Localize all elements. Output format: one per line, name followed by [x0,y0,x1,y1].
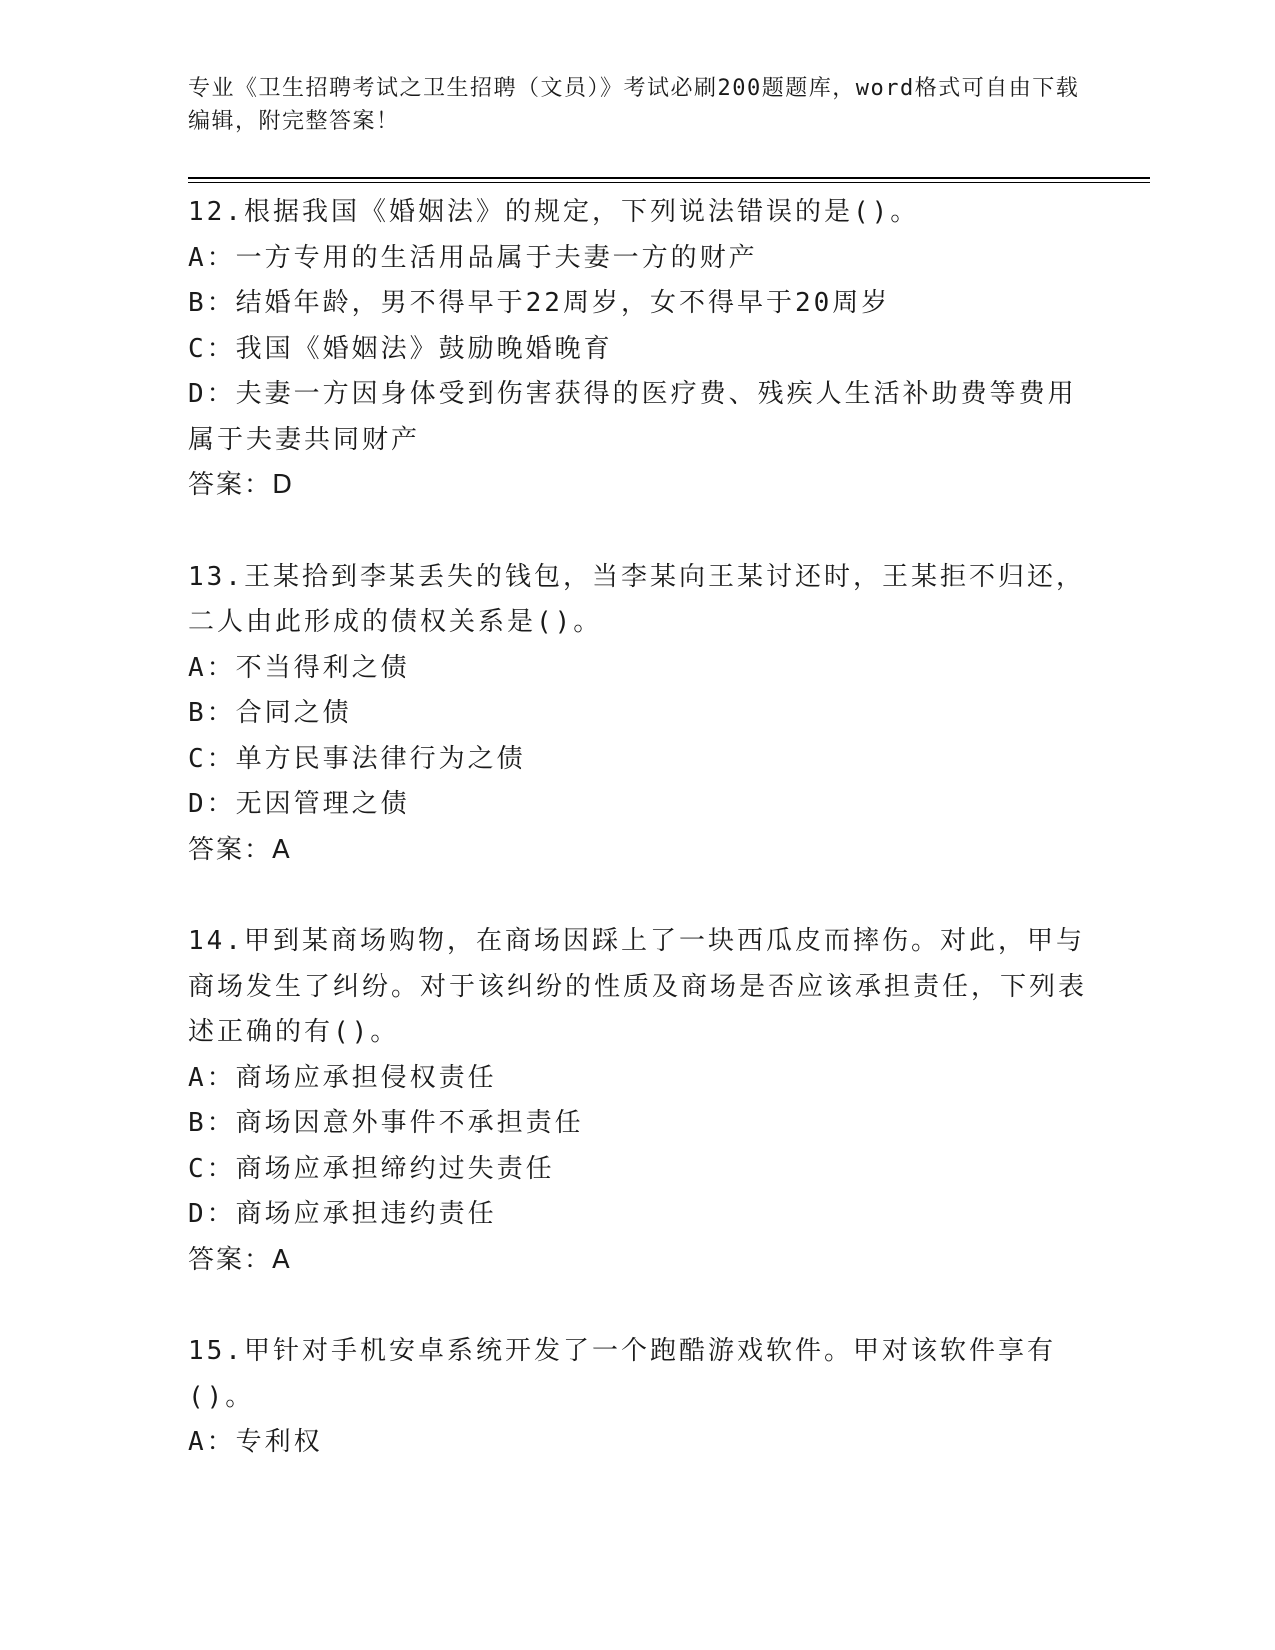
question-12 [188,190,1088,509]
answer-label: 答案：A [188,834,292,865]
option-a: A：商场应承担侵权责任 [188,1062,497,1093]
question-14 [188,919,1088,1283]
question-list [188,190,1088,1512]
option-d: D：无因管理之债 [188,789,410,819]
option-a: A：专利权 [188,1427,323,1457]
question-text: 15.甲针对手机安卓系统开发了一个跑酷游戏软件。甲对该软件享有()。 [188,1336,1056,1412]
option-d: D：商场应承担违约责任 [188,1199,497,1229]
document-header: 专业《卫生招聘考试之卫生招聘（文员）》考试必刷200题题库，word格式可自由下载编辑，附完整答案！ [188,76,1080,134]
option-b: B：结婚年龄，男不得早于22周岁，女不得早于20周岁 [188,288,891,318]
question-15 [188,1329,1088,1466]
option-c: C：商场应承担缔约过失责任 [188,1153,555,1184]
answer-label: 答案：A [188,1244,292,1275]
option-a: A：一方专用的生活用品属于夫妻一方的财产 [188,242,758,273]
question-text: 12.根据我国《婚姻法》的规定，下列说法错误的是()。 [188,197,920,227]
option-d: D：夫妻一方因身体受到伤害获得的医疗费、残疾人生活补助费等费用属于夫妻共同财产 [188,379,1077,455]
header-divider-thick [188,177,1150,179]
question-13 [188,555,1088,874]
question-text: 13.王某拾到李某丢失的钱包，当李某向王某讨还时，王某拒不归还，二人由此形成的债权关系是()。 [188,561,1085,637]
option-c: C：单方民事法律行为之债 [188,743,526,774]
option-a: A：不当得利之债 [188,652,410,683]
option-b: B：商场因意外事件不承担责任 [188,1108,584,1138]
answer-label: 答案：D [188,470,295,500]
header-divider-thin [188,182,1150,183]
question-text: 14.甲到某商场购物，在商场因踩上了一块西瓜皮而摔伤。对此，甲与商场发生了纠纷。对于该纠纷的性质及商场是否应该承担责任，下列表述正确的有()。 [188,926,1088,1047]
option-b: B：合同之债 [188,698,352,728]
option-c: C：我国《婚姻法》鼓励晚婚晚育 [188,333,613,364]
